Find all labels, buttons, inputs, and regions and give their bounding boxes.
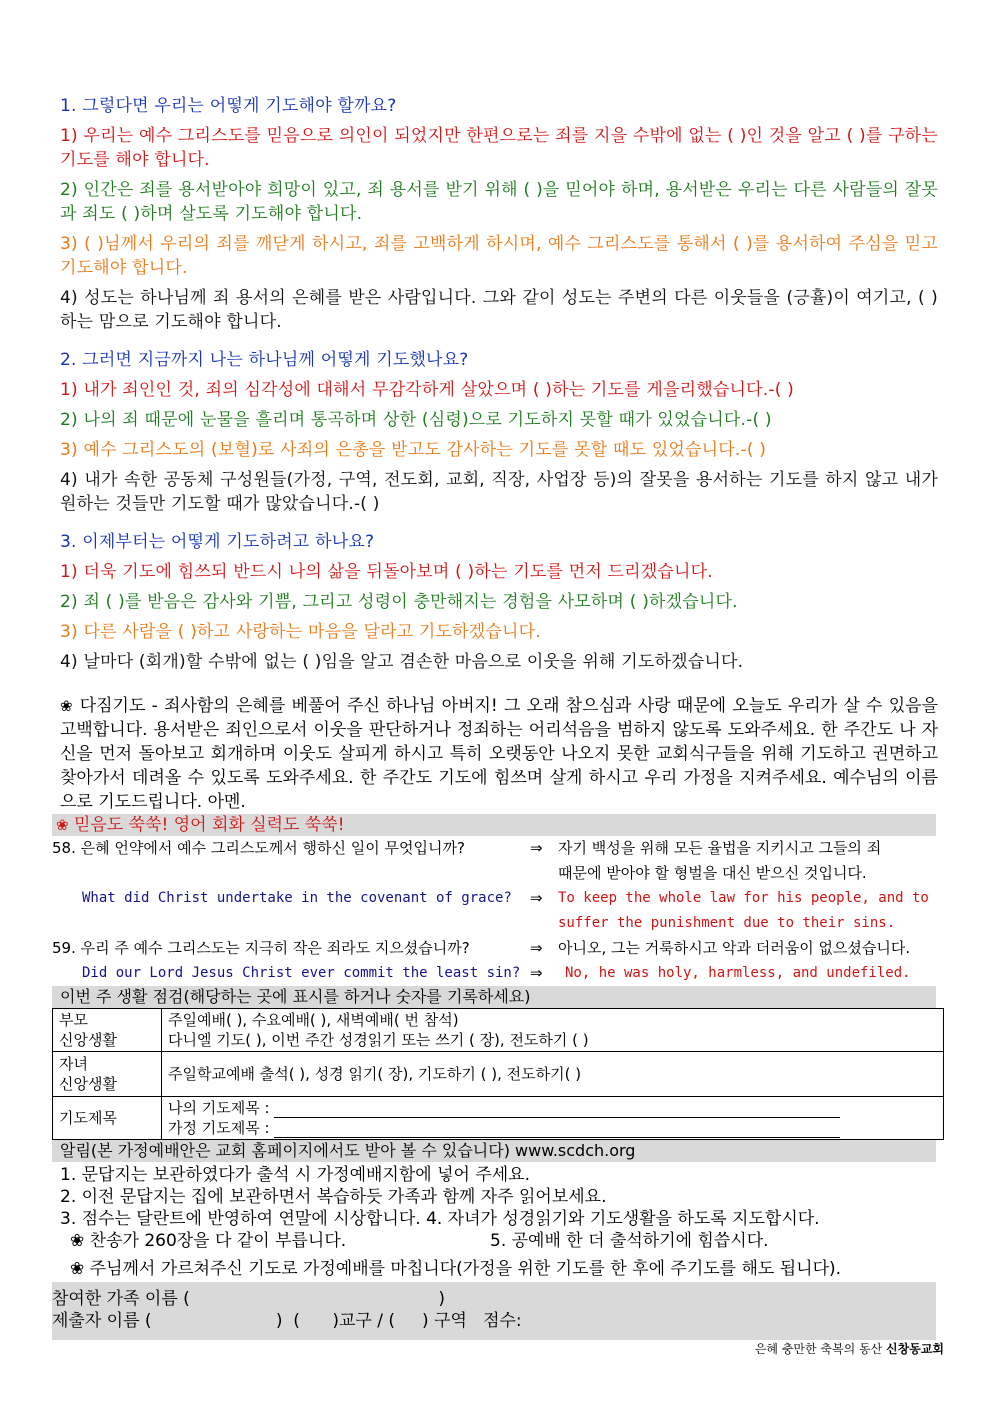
notice-subtitle: (본 가정예배안은 교회 홈페이지에서도 받아 볼 수 있습니다) www.scdch.org [90,1141,636,1160]
arrow-icon: ⇒ [530,939,543,957]
section3-item-4: 4) 날마다 (회개)할 수밖에 없는 ( )임을 알고 겸손한 마음으로 이웃을 위해 기도하겠습니다. [60,652,744,672]
notice-line-4 [60,1230,938,1254]
a58-en-1: To keep the whole law for his people, and to [558,890,929,906]
worship-sheet [52,88,938,1340]
section1-item-3: 3) ( )님께서 우리의 죄를 깨닫게 하시고, 죄를 고백하게 하시며, 예수 그리스도를 통해서 ( )를 용서하여 주심을 믿고 기도해야 합니다. [60,234,938,278]
prayer-text: - 죄사함의 은혜를 베풀어 주신 하나님 아버지! 그 오래 참으심과 사랑 때문에 오늘도 우리가 살 수 있음을 고백합니다. 용서받은 죄인으로서 이웃을 판단하거나 정죄하는 어리석음을 범하지 않도록 도와주세요. 한 주간도 나 자신을 먼저 돌아보고 회개하며 이웃도 살피게 하시고 특히 오랫동안 나오지 못한 교회식구들을 위해 기도하고 권면하고 찾아가서 데려올 수 있도록 도와주세요. 한 주간도 기도에 힘쓰며 살게 하시고 우리 가정을 지켜주세요. 예수님의 이름으로 기도드립니다. 아멘. [60,696,938,812]
notice-title-band [52,1140,936,1162]
my-prayer-line[interactable] [274,1103,840,1118]
a59-en: No, he was holy, harmless, and undefiled. [565,965,911,981]
catechism-title: 믿음도 쑥쑥! 영어 회화 실력도 쑥쑥! [73,815,345,835]
attendance-note: 5. 공예배 한 더 출석하기에 힘씁시다. [490,1231,769,1251]
flower-icon: ❀ [56,816,69,834]
life-check-subtitle: (해당하는 곳에 표시를 하거나 숫자를 기록하세요) [183,987,531,1006]
footer [755,1340,944,1357]
catechism-block [52,836,938,986]
notice-line-3: 3. 점수는 달란트에 반영하여 연말에 시상합니다. 4. 자녀가 성경읽기와 기도생활을 하도록 지도합시다. [60,1209,820,1229]
children-checklist[interactable]: 주일학교예배 출석( ), 성경 읽기( 장), 기도하기 ( ), 전도하기( ) [162,1052,944,1097]
section2-item-2: 2) 나의 죄 때문에 눈물을 흘리며 통곡하며 상한 (심령)으로 기도하지 못할 때가 있었습니다.-( ) [60,410,772,430]
section3-heading: 3. 이제부터는 어떻게 기도하려고 하나요? [60,532,375,552]
q59-en: Did our Lord Jesus Christ ever commit the least sin? [82,965,521,981]
church-name: 신창동교회 [886,1342,944,1356]
notice-line-5: ❀ 주님께서 가르쳐주신 기도로 가정예배를 마칩니다(가정을 위한 기도를 한 후에 주기도를 해도 됩니다). [70,1259,842,1279]
prayer-topic-label: 기도제목 [53,1097,162,1140]
prayer-topics[interactable] [162,1097,944,1140]
family-prayer-line[interactable] [274,1123,840,1138]
family-names-field: 참여한 가족 이름 ( ) [52,1289,446,1309]
commitment-prayer [60,694,938,814]
q59-ko: 59. 우리 주 예수 그리스도는 지극히 작은 죄라도 지으셨습니까? [52,939,470,957]
section1-item-1: 1) 우리는 예수 그리스도를 믿음으로 의인이 되었지만 한편으로는 죄를 지을 수밖에 없는 ( )인 것을 알고 ( )를 구하는 기도를 해야 합니다. [60,126,938,170]
notice-title: 알림 [60,1141,91,1160]
family-prayer-label: 가정 기도제목 : [168,1119,270,1137]
arrow-icon: ⇒ [530,889,543,907]
section1-item-2: 2) 인간은 죄를 용서받아야 희망이 있고, 죄 용서를 받기 위해 ( )을 믿어야 하며, 용서받은 우리는 다른 사람들의 잘못과 죄도 ( )하며 살도록 기도해야 합니다. [60,180,938,224]
a58-ko-1: 자기 백성을 위해 모든 율법을 지키시고 그들의 죄 [558,839,882,857]
notice-line-1: 1. 문답지는 보관하였다가 출석 시 가정예배지함에 넣어 주세요. [60,1165,530,1185]
catechism-title-band [52,814,936,836]
life-check-title-band [52,986,936,1008]
section2-item-3: 3) 예수 그리스도의 (보혈)로 사죄의 은총을 받고도 감사하는 기도를 못할 때도 있었습니다.-( ) [60,440,767,460]
children-label: 자녀 신앙생활 [53,1052,162,1097]
a58-en-2: suffer the punishment due to their sins. [558,915,896,931]
notice-list [60,1164,938,1280]
section2-item-1: 1) 내가 죄인인 것, 죄의 심각성에 대해서 무감각하게 살았으며 ( )하는 기도를 게을리했습니다.-( ) [60,380,794,400]
section1-heading: 1. 그렇다면 우리는 어떻게 기도해야 할까요? [60,96,397,116]
section3-item-2: 2) 죄 ( )를 받음은 감사와 기쁨, 그리고 성령이 충만해지는 경험을 사모하며 ( )하겠습니다. [60,592,738,612]
life-check-title: 이번 주 생활 점검 [60,987,184,1006]
submitter-field: 제출자 이름 ( ) ( )교구 / ( ) 구역 점수: [52,1311,522,1331]
a59-ko: 아니오, 그는 거룩하시고 악과 더러움이 없으셨습니다. [558,939,911,957]
q58-en: What did Christ undertake in the covenant of grace? [82,890,512,906]
parents-label: 부모 신앙생활 [53,1009,162,1052]
life-check-table [52,1008,944,1140]
a58-ko-2: 때문에 받아야 할 형벌을 대신 받으신 것입니다. [558,864,867,882]
q58-ko: 58. 은혜 언약에서 예수 그리스도께서 행하신 일이 무엇입니까? [52,839,465,857]
flower-icon: ❀ [60,697,74,715]
notice-line-2: 2. 이전 문답지는 집에 보관하면서 복습하듯 가족과 함께 자주 읽어보세요. [60,1187,607,1207]
arrow-icon: ⇒ [530,839,543,857]
parents-checklist[interactable]: 주일예배( ), 수요예배( ), 새벽예배( 번 참석) 다니엘 기도( ), 이번 주간 성경읽기 또는 쓰기 ( 장), 전도하기 ( ) [162,1009,944,1052]
section2-item-4: 4) 내가 속한 공동체 구성원들(가정, 구역, 전도회, 교회, 직장, 사업장 등)의 잘못을 용서하는 기도를 하지 않고 내가 원하는 것들만 기도할 때가 많았습니다.-( ) [60,470,938,514]
section1-item-4: 4) 성도는 하나님께 죄 용서의 은혜를 받은 사람입니다. 그와 같이 성도는 주변의 다른 이웃들을 (긍휼)이 여기고, ( )하는 맘으로 기도해야 합니다. [60,288,938,332]
footer-slogan: 은혜 충만한 축복의 동산 [754,1342,887,1356]
arrow-icon: ⇒ [530,964,543,982]
my-prayer-label: 나의 기도제목 : [168,1099,270,1117]
section3-item-3: 3) 다른 사람을 ( )하고 사랑하는 마음을 달라고 기도하겠습니다. [60,622,541,642]
submission-box[interactable] [52,1282,936,1340]
prayer-title: 다짐기도 [79,696,146,716]
hymn-note: ❀ 찬송가 260장을 다 같이 부릅니다. [70,1231,347,1251]
section3-item-1: 1) 더욱 기도에 힘쓰되 반드시 나의 삶을 뒤돌아보며 ( )하는 기도를 먼저 드리겠습니다. [60,562,713,582]
section2-heading: 2. 그러면 지금까지 나는 하나님께 어떻게 기도했나요? [60,350,469,370]
